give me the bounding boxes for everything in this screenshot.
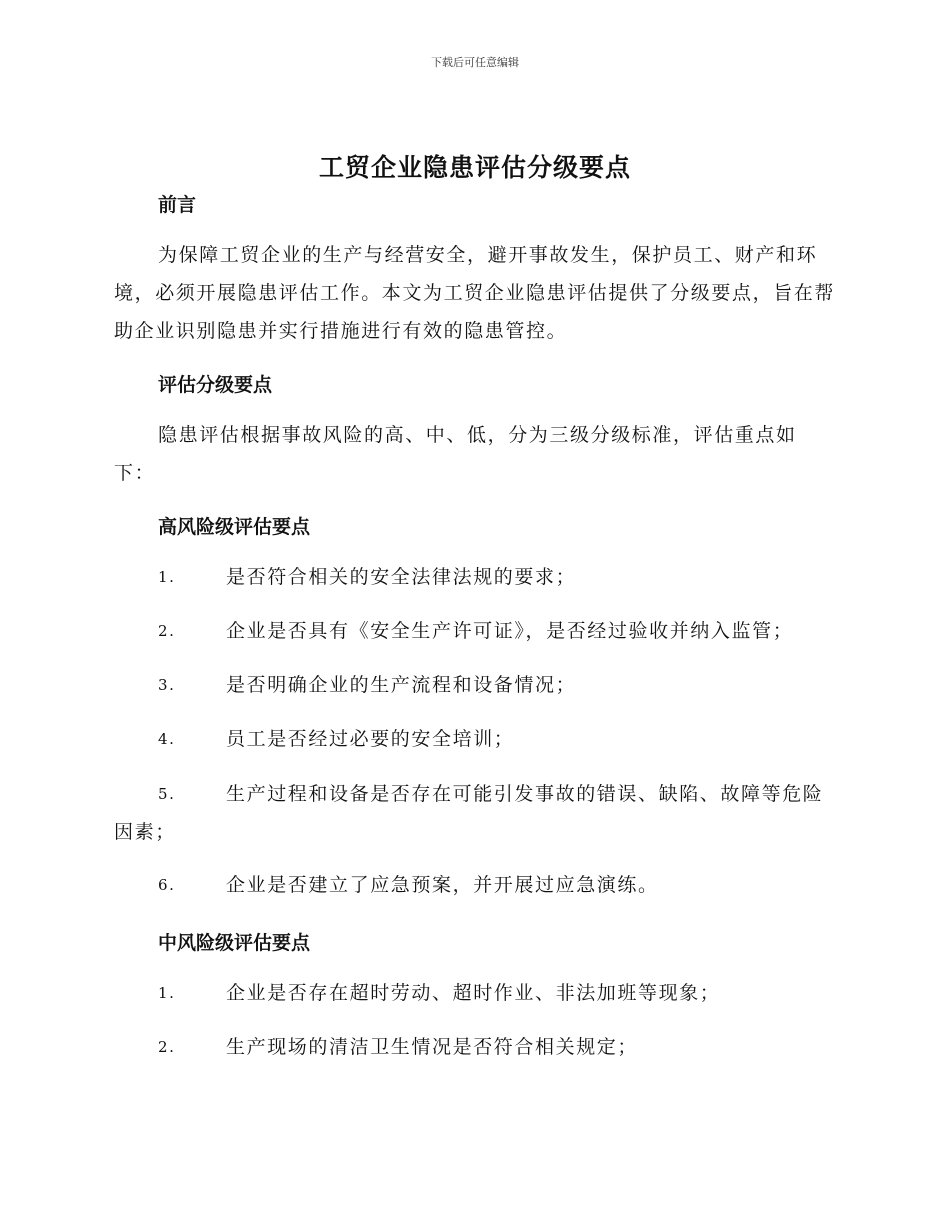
list-item-text: 企业是否建立了应急预案，并开展过应急演练。: [226, 874, 659, 896]
list-item: [114, 558, 836, 596]
preface-paragraph: 为保障工贸企业的生产与经营安全，避开事故发生，保护员工、财产和环境，必须开展隐患评估工作。本文为工贸企业隐患评估提供了分级要点，旨在帮助企业识别隐患并实行措施进行有效的隐患管控。: [114, 244, 836, 342]
list-item-text: 企业是否存在超时劳动、超时作业、非法加班等现象；: [226, 982, 721, 1004]
list-item-text: 员工是否经过必要的安全培训；: [226, 728, 515, 750]
list-item: [114, 1028, 836, 1066]
list-item-text: 生产现场的清洁卫生情况是否符合相关规定；: [226, 1036, 639, 1058]
list-item: [114, 666, 836, 704]
list-item-number: 3.: [158, 676, 176, 694]
section-heading-grading: 评估分级要点: [158, 374, 273, 396]
list-item-number: 1.: [158, 568, 176, 586]
list-item: [114, 866, 836, 904]
list-item-text: 是否符合相关的安全法律法规的要求；: [226, 566, 577, 588]
section-heading-medium-risk: 中风险级评估要点: [158, 932, 311, 954]
list-item-number: 2.: [158, 622, 176, 640]
grading-paragraph: 隐患评估根据事故风险的高、中、低，分为三级分级标准，评估重点如下：: [114, 424, 797, 484]
header-note: 下载后可任意编辑: [431, 56, 519, 69]
list-item: [114, 612, 836, 650]
list-item-number: 5.: [158, 785, 176, 803]
list-item-number: 2.: [158, 1038, 176, 1056]
list-item-text: 是否明确企业的生产流程和设备情况；: [226, 674, 577, 696]
list-item-number: 6.: [158, 876, 176, 894]
list-item: [114, 720, 836, 758]
list-item-number: 1.: [158, 984, 176, 1002]
list-item: [114, 974, 836, 1012]
section-heading-high-risk: 高风险级评估要点: [158, 516, 311, 538]
document-title: 工贸企业隐患评估分级要点: [318, 153, 631, 182]
list-item-text: 企业是否具有《安全生产许可证》，是否经过验收并纳入监管；: [226, 620, 794, 642]
list-item: [114, 775, 836, 851]
section-heading-preface: 前言: [158, 194, 197, 216]
list-item-text: 生产过程和设备是否存在可能引发事故的错误、缺陷、故障等危险因素；: [114, 783, 824, 843]
list-item-number: 4.: [158, 730, 176, 748]
